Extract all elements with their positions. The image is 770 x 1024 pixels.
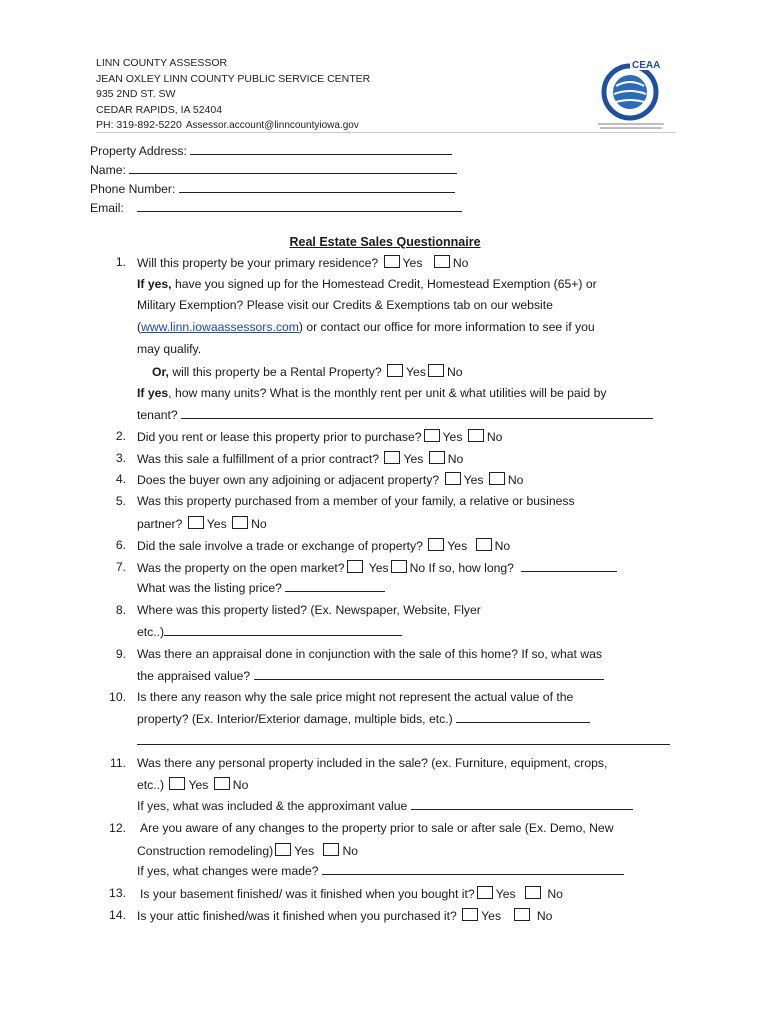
q5-yes-label: Yes [206, 517, 227, 531]
q4-no-checkbox[interactable] [489, 472, 505, 485]
q11-line3: If yes, what was included & the approximant value [137, 799, 408, 813]
q2-no-checkbox[interactable] [468, 429, 484, 442]
q12-line2: Construction remodeling) [137, 844, 274, 858]
q1-no-label: No [452, 256, 469, 270]
q13-text: Is your basement finished/ was it finished when you bought it? [140, 887, 475, 901]
q12-yes-label: Yes [294, 844, 315, 858]
q1-line3: Military Exemption? Please visit our Credits & Exemptions tab on our website [137, 298, 553, 312]
q6-no-checkbox[interactable] [476, 538, 492, 551]
q5-number: 5. [115, 494, 126, 508]
q14-no-label: No [536, 909, 553, 923]
q4-number: 4. [115, 472, 126, 486]
q10-number: 10. [109, 690, 126, 704]
q13-number: 13. [109, 886, 126, 900]
email-label: Email: [90, 201, 124, 215]
q14-no-checkbox[interactable] [514, 908, 530, 921]
q9-line2: the appraised value? [137, 669, 251, 683]
q11-yes-checkbox[interactable] [169, 777, 185, 790]
q12-number: 12. [109, 821, 126, 835]
q1-units-field[interactable] [181, 408, 653, 419]
q9-number: 9. [115, 647, 126, 661]
q1-no-checkbox[interactable] [434, 255, 450, 268]
q11-value-field[interactable] [411, 799, 633, 810]
q6-yes-label: Yes [447, 539, 468, 553]
header-line: JEAN OXLEY LINN COUNTY PUBLIC SERVICE CENTER [96, 72, 371, 85]
q11-no-label: No [232, 778, 249, 792]
q13-no-checkbox[interactable] [525, 886, 541, 899]
q5-no-checkbox[interactable] [232, 516, 248, 529]
q7-no-checkbox[interactable] [391, 560, 407, 573]
q10-line2: property? (Ex. Interior/Exterior damage, multiple bids, etc.) [137, 712, 453, 726]
q7-listing-price-field[interactable] [285, 581, 385, 592]
q2-text: Did you rent or lease this property prior to purchase? [137, 430, 422, 444]
name-label: Name: [90, 163, 126, 177]
header-line: 935 2ND ST. SW [96, 88, 176, 100]
q12-line3: If yes, what changes were made? [137, 864, 319, 878]
q14-yes-checkbox[interactable] [462, 908, 478, 921]
q7-yes-label: Yes [368, 561, 389, 575]
q8-listed-field[interactable] [164, 625, 402, 636]
q1-number: 1. [115, 255, 126, 269]
q8-number: 8. [115, 603, 126, 617]
q1-line4-rest: ) or contact our office for more information to see if you [298, 320, 595, 334]
q2-number: 2. [115, 429, 126, 443]
q1-rental-no-label: No [446, 365, 463, 379]
q1-line5: may qualify. [137, 342, 202, 356]
q1-yes-label: Yes [402, 256, 423, 270]
q1-tenant-label: tenant? [137, 408, 178, 422]
header-email[interactable]: Assessor.account@linncountyiowa.gov [185, 120, 359, 131]
q3-yes-checkbox[interactable] [384, 451, 400, 464]
q12-text: Are you aware of any changes to the property prior to sale or after sale (Ex. Demo, New [140, 821, 614, 835]
phone-field[interactable] [179, 182, 455, 193]
q13-yes-label: Yes [495, 887, 516, 901]
q3-number: 3. [115, 451, 126, 465]
name-field[interactable] [129, 163, 457, 174]
address-field[interactable] [190, 144, 452, 155]
questionnaire-title: Real Estate Sales Questionnaire [289, 235, 481, 249]
q1-line [137, 255, 468, 270]
q4-text: Does the buyer own any adjoining or adjacent property? [137, 473, 440, 487]
q3-no-label: No [447, 452, 464, 466]
q1-ifyes-bold: If yes, [137, 277, 172, 291]
svg-text:CEAA: CEAA [632, 60, 661, 71]
q5-no-label: No [251, 517, 267, 531]
q1-rental-yes-checkbox[interactable] [387, 364, 403, 377]
header-phone: PH: 319-892-5220 [96, 119, 182, 131]
q11-text: Was there any personal property included in the sale? (ex. Furniture, equipment, crops, [137, 756, 608, 770]
q1-ifyes2-bold: If yes [137, 386, 169, 400]
q7-no-label: No If so, how long? [409, 561, 514, 575]
q1-rental-no-checkbox[interactable] [428, 364, 444, 377]
assessor-header [96, 56, 370, 134]
q2-yes-checkbox[interactable] [424, 429, 440, 442]
q10-reason-field-2[interactable] [137, 734, 670, 745]
email-field[interactable] [137, 201, 462, 212]
q11-number: 11. [109, 756, 126, 770]
q9-text: Was there an appraisal done in conjunction with the sale of this home? If so, what was [137, 647, 602, 661]
q14-text: Is your attic finished/was it finished when you purchased it? [137, 909, 457, 923]
q3-text: Was this sale a fulfillment of a prior contract? [137, 452, 380, 466]
q10-text: Is there any reason why the sale price might not represent the actual value of the [137, 690, 574, 704]
q3-no-checkbox[interactable] [429, 451, 445, 464]
header-divider [96, 132, 676, 133]
q6-text: Did the sale involve a trade or exchange of property? [137, 539, 423, 553]
q7-how-long-field[interactable] [521, 561, 617, 572]
q11-no-checkbox[interactable] [214, 777, 230, 790]
q14-yes-label: Yes [481, 909, 502, 923]
q11-yes-label: Yes [188, 778, 209, 792]
q13-no-label: No [547, 887, 563, 901]
q7-number: 7. [115, 560, 126, 574]
q9-appraised-field[interactable] [254, 669, 604, 680]
phone-label: Phone Number: [90, 182, 176, 196]
q1-yes-checkbox[interactable] [384, 255, 400, 268]
contact-fields [90, 142, 462, 218]
q8-line2: etc..) [137, 625, 165, 639]
q10-reason-field[interactable] [456, 712, 590, 723]
q4-no-label: No [507, 473, 524, 487]
address-label: Property Address: [90, 144, 187, 158]
header-line: LINN COUNTY ASSESSOR [96, 57, 228, 69]
q7-yes-checkbox[interactable] [347, 560, 363, 573]
q2-no-label: No [486, 430, 503, 444]
q1-or-text: will this property be a Rental Property? [172, 365, 382, 379]
q5-yes-checkbox[interactable] [188, 516, 204, 529]
q13-yes-checkbox[interactable] [477, 886, 493, 899]
q3-yes-label: Yes [403, 452, 424, 466]
q4-yes-label: Yes [463, 473, 484, 487]
q5-line2: partner? [137, 517, 183, 531]
header-line: CEDAR RAPIDS, IA 52404 [96, 103, 223, 116]
q6-number: 6. [115, 538, 126, 552]
paren: ( [137, 320, 142, 334]
q4-yes-checkbox[interactable] [445, 472, 461, 485]
q6-yes-checkbox[interactable] [428, 538, 444, 551]
q5-text: Was this property purchased from a member of your family, a relative or business [137, 494, 575, 508]
q8-text: Where was this property listed? (Ex. Newspaper, Website, Flyer [137, 603, 481, 617]
q12-no-checkbox[interactable] [323, 843, 339, 856]
q1-rental-yes-label: Yes [406, 365, 426, 379]
q11-line2: etc..) [137, 778, 165, 792]
q12-changes-field[interactable] [322, 864, 624, 875]
q1-or-bold: Or, [152, 365, 169, 379]
ceaa-logo [596, 54, 668, 132]
q6-no-label: No [494, 539, 511, 553]
q12-no-label: No [342, 844, 359, 858]
q1-text: Will this property be your primary residence? [137, 256, 379, 270]
q1-ifyes-text: have you signed up for the Homestead Credit, Homestead Exemption (65+) or [174, 277, 597, 291]
q14-number: 14. [109, 908, 126, 922]
assessor-website-link[interactable]: www.linn.iowaassessors.com [141, 320, 299, 334]
q7-line2: What was the listing price? [137, 581, 282, 595]
q7-text: Was the property on the open market? [137, 561, 345, 575]
q2-yes-label: Yes [442, 430, 463, 444]
q12-yes-checkbox[interactable] [275, 843, 291, 856]
q1-ifyes2-text: , how many units? What is the monthly rent per unit & what utilities will be paid by [168, 386, 607, 400]
